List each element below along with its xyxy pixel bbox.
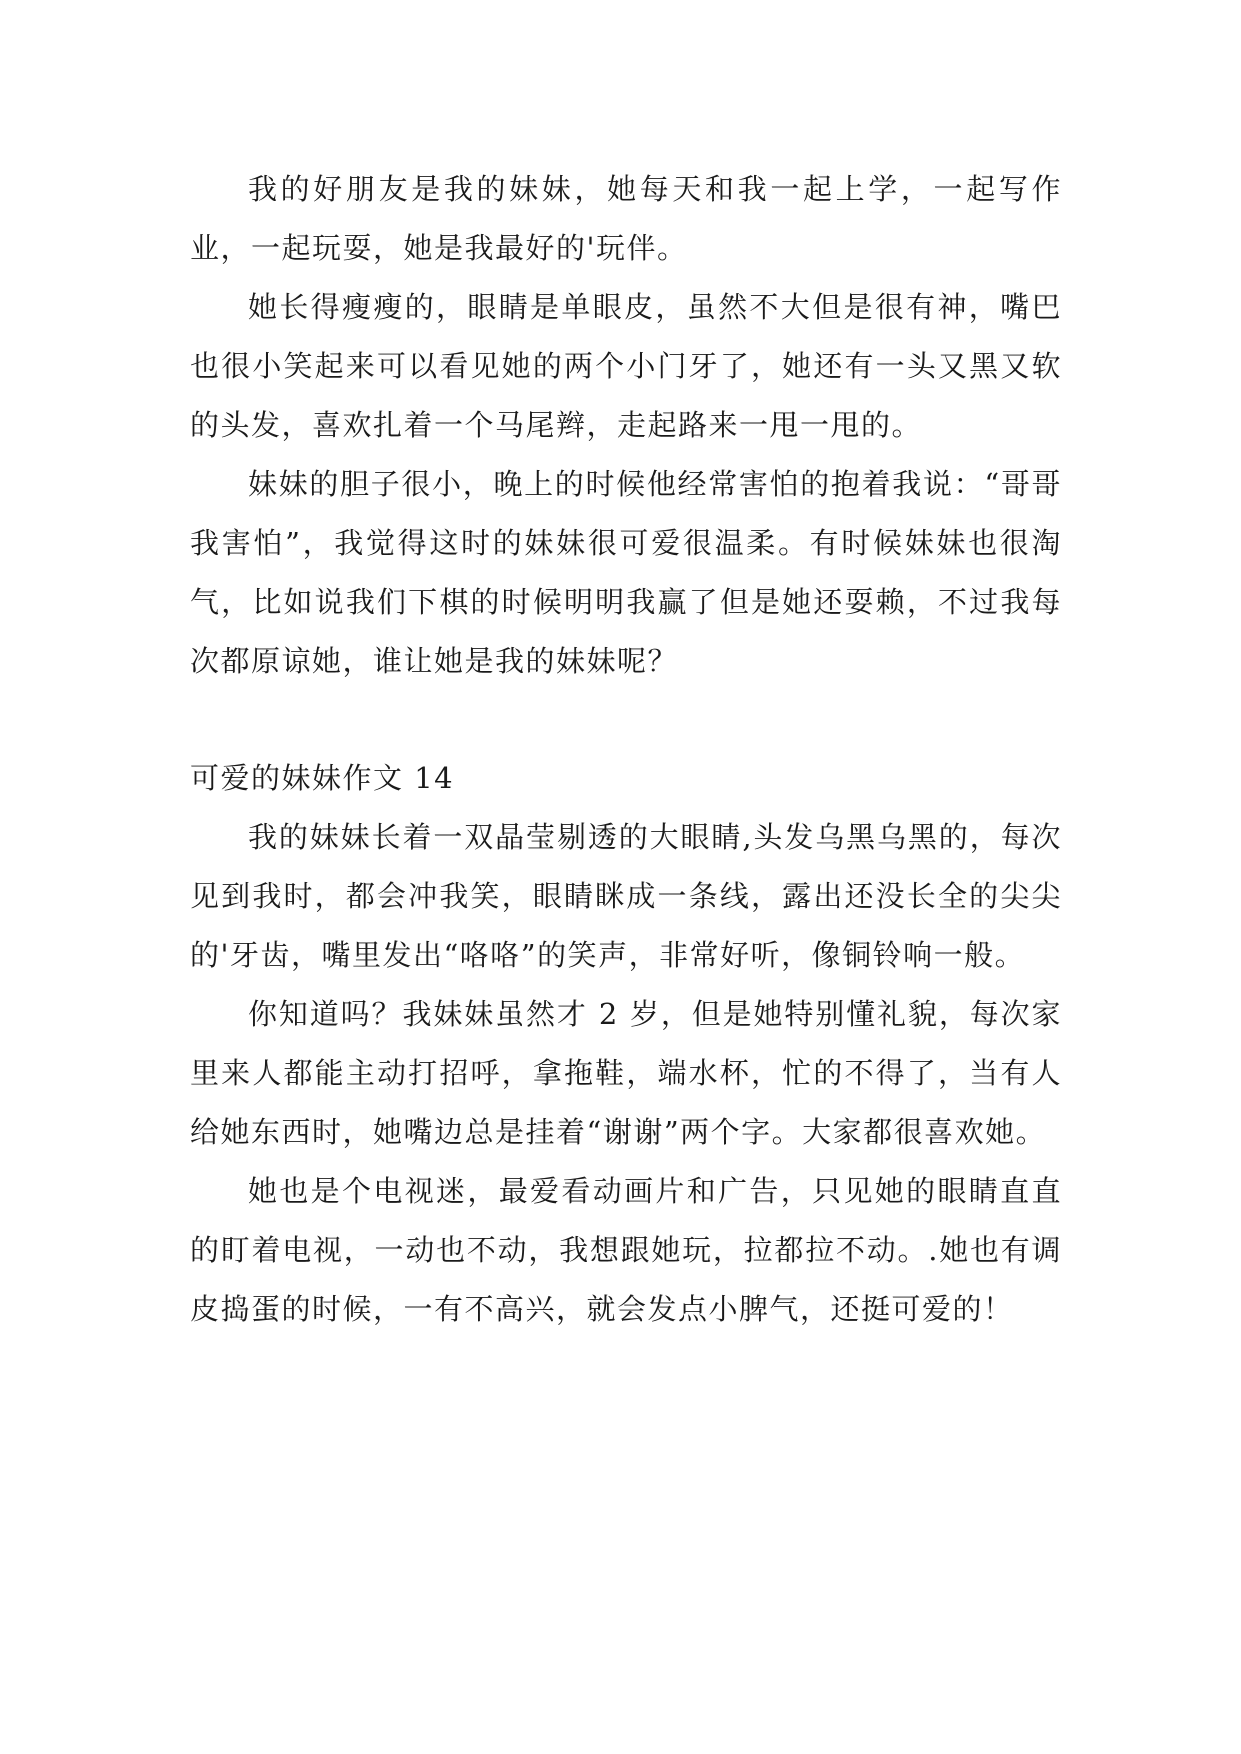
paragraph: 你知道吗？我妹妹虽然才 2 岁，但是她特别懂礼貌，每次家里来人都能主动打招呼，拿拖鞋，端水杯，忙的不得了，当有人给她东西时，她嘴边总是挂着“谢谢”两个字。大家都很喜欢她。 [190,997,1062,1149]
paragraph: 妹妹的胆子很小，晚上的时候他经常害怕的抱着我说：“哥哥我害怕”，我觉得这时的妹妹很可爱很温柔。有时候妹妹也很淘气，比如说我们下棋的时候明明我赢了但是她还耍赖，不过我每次都原谅她，谁让她是我的妹妹呢？ [190,467,1062,678]
paragraph: 我的妹妹长着一双晶莹剔透的大眼睛,头发乌黑乌黑的，每次见到我时，都会冲我笑，眼睛眯成一条线，露出还没长全的尖尖的'牙齿，嘴里发出“咯咯”的笑声，非常好听，像铜铃响一般。 [190,820,1062,972]
document-body [190,160,1062,1339]
paragraph: 她也是个电视迷，最爱看动画片和广告，只见她的眼睛直直的盯着电视，一动也不动，我想跟她玩，拉都拉不动。.她也有调皮捣蛋的时候，一有不高兴，就会发点小脾气，还挺可爱的！ [190,1174,1062,1326]
paragraph: 我的好朋友是我的妹妹，她每天和我一起上学，一起写作业，一起玩耍，她是我最好的'玩伴。 [190,172,1062,265]
paragraph: 她长得瘦瘦的，眼睛是单眼皮，虽然不大但是很有神，嘴巴也很小笑起来可以看见她的两个小门牙了，她还有一头又黑又软的头发，喜欢扎着一个马尾辫，走起路来一甩一甩的。 [190,290,1062,442]
section-title: 可爱的妹妹作文 14 [190,761,455,795]
